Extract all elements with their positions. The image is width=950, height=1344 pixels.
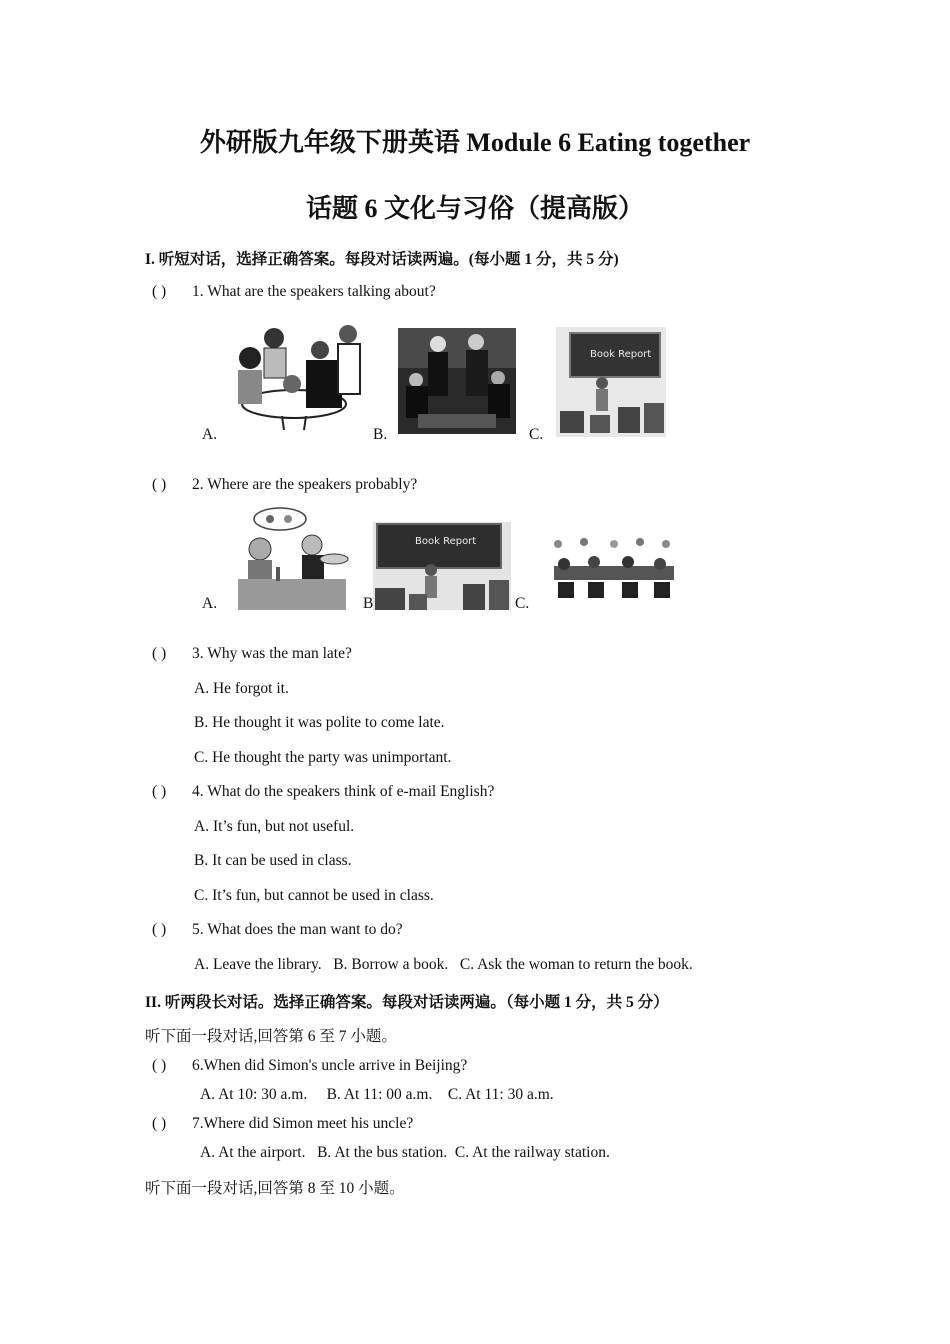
q1-option-a: A.	[202, 426, 218, 443]
title-line-2: 话题 6 文化与习俗（提高版）	[305, 194, 644, 223]
answer-blank[interactable]: ( )	[152, 283, 167, 300]
q2-image-c-meeting-room	[544, 536, 684, 600]
question-2-text: 2. Where are the speakers probably?	[192, 476, 418, 493]
q2-option-a: A.	[202, 595, 218, 612]
answer-blank[interactable]: ( )	[152, 921, 167, 938]
question-2	[152, 476, 417, 494]
section-2-intro-1: 听下面一段对话,回答第 6 至 7 小题。	[145, 1028, 397, 1045]
q1-option-c: C.	[529, 426, 544, 443]
q3-option-b: B. He thought it was polite to come late.	[194, 714, 445, 731]
question-6	[152, 1057, 467, 1075]
q2-image-b-book-report-class	[373, 522, 511, 610]
answer-blank[interactable]: ( )	[152, 1115, 167, 1132]
question-3-text: 3. Why was the man late?	[192, 645, 352, 662]
question-4-text: 4. What do the speakers think of e-mail English?	[192, 783, 495, 800]
section-2-intro-2: 听下面一段对话,回答第 8 至 10 小题。	[145, 1180, 405, 1197]
question-7	[152, 1115, 413, 1133]
answer-blank[interactable]: ( )	[152, 645, 167, 662]
title-line-1: 外研版九年级下册英语 Module 6 Eating together	[199, 128, 751, 157]
question-7-text: 7.Where did Simon meet his uncle?	[192, 1115, 414, 1132]
q2-image-a-restaurant	[230, 505, 354, 610]
answer-blank[interactable]: ( )	[152, 1057, 167, 1074]
q7-options: A. At the airport. B. At the bus station. C. At the railway station.	[200, 1144, 610, 1161]
q1-image-a-dinner-party	[222, 320, 370, 432]
q2-option-c: C.	[515, 595, 530, 612]
question-5-text: 5. What does the man want to do?	[192, 921, 403, 938]
question-6-text: 6.When did Simon's uncle arrive in Beijing?	[192, 1057, 468, 1074]
q2-b-board-text: Book Report	[415, 536, 477, 547]
question-3	[152, 645, 352, 663]
answer-blank[interactable]: ( )	[152, 783, 167, 800]
q4-option-c: C. It’s fun, but cannot be used in class.	[194, 887, 434, 904]
q1-c-board-text: Book Report	[590, 349, 652, 360]
q1-option-b: B.	[373, 426, 388, 443]
q3-option-c: C. He thought the party was unimportant.	[194, 749, 452, 766]
q5-options: A. Leave the library. B. Borrow a book. C. Ask the woman to return the book.	[194, 956, 693, 973]
q1-image-b-business-meeting	[398, 328, 516, 434]
q3-option-a: A. He forgot it.	[194, 680, 289, 697]
answer-blank[interactable]: ( )	[152, 476, 167, 493]
q2-option-b: B	[363, 595, 374, 612]
q1-image-c-book-report-class	[556, 327, 666, 437]
question-4	[152, 783, 494, 801]
q4-option-a: A. It’s fun, but not useful.	[194, 818, 355, 835]
section-1-heading: I. 听短对话，选择正确答案。每段对话读两遍。(每小题 1 分，共 5 分)	[145, 251, 619, 268]
question-5	[152, 921, 403, 939]
q6-options: A. At 10: 30 a.m. B. At 11: 00 a.m. C. At 11: 30 a.m.	[200, 1086, 554, 1103]
question-1-text: 1. What are the speakers talking about?	[192, 283, 436, 300]
section-2-heading: II. 听两段长对话。选择正确答案。每段对话读两遍。（每小题 1 分，共 5 分）	[145, 994, 669, 1011]
question-1	[152, 283, 436, 301]
q4-option-b: B. It can be used in class.	[194, 852, 352, 869]
